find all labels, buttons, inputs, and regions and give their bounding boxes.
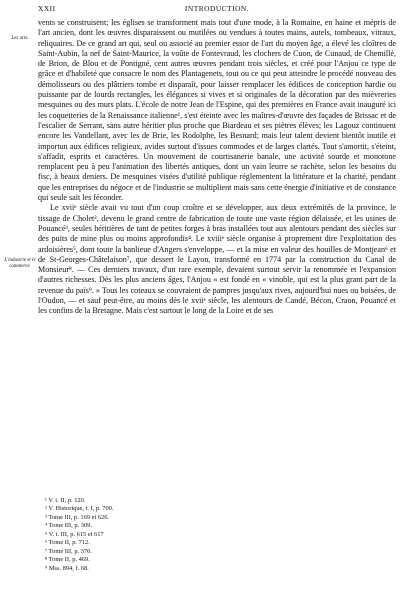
footnote: ⁸ Tome II, p. 469. — [45, 556, 90, 564]
page-header — [38, 4, 396, 18]
paragraph-arts: vents se construisent; les églises se transforment mais tout d'une mode, à la Romaine, en haine et mépris de l'art ancien, dont les œuvres disparaissent ou mutilées ou vendues à toutes mains, autels, tombeaux, vitraux, reliquaires. De ce grand art qui, seul ou associé au premier essor de l'art du moyen âge, a élevé les cloîtres de Saint-Aubin, la nef de Saint-Maurice, la voûte de Fontevraud, les clochers de Cuon, de Cunaud, de Chemillé, de Brion, de Blou et de Pontigné, cent autres œuvres pendant trois siècles, et créé pour l'Anjou ce type de grâce et d'habileté que consacre le nom des Plantagenets, tout ou ce qui peut atteindre le procédé nouveau des démolisseurs ou des plâtriers tombe et disparaît, pour laisser remplacer les édifices de conception hardie ou puissante par de lourds rectangles, les élégances si vives et si originales de la décoration par des mièvreries mesquines ou des murs plats. L'école de notre Jean de l'Espine, qui des premières en France avait inauguré ici les coquetteries de la Renaissance italienne¹, s'est éteinte avec les maîtres-d'œuvre des façades de Brissac et de l'escalier de Serrant, sans autre héritier plus proche que Biardeau et ses piètres élèves; les Lagouz continuent encore les Vandellant, avec les de Brie, les Rodolphe, les Besnard; mais leur talent devient bientôt inutile et importun aux édifices religieux, avides surtout d'issues commodes et de larges clartés. Tout s'amortit, s'éteint, s'affadit, esprits et caractères. Un mouvement de courtisanerie banale, une activité sourde et monotone remplacent peu à peu l'animation des libertés antiques, dont un vain leurre se rachète, selon les besoins du fisc, à beaux deniers. De mesquines visées d'utilité publique réglementent la littérature et la charité, pendant que les entreprises du négoce et de l'industrie se multiplient mais sans cette énergie d'initiative et de constance qui seule sait les féconder. — [38, 18, 396, 203]
footnote: ⁴ Tome III, p. 309. — [45, 522, 92, 530]
footnote: ⁶ Tome II, p. 712. — [45, 539, 90, 547]
body-text — [38, 18, 396, 317]
footnote: ³ Tome III, p. 169 et 626. — [45, 513, 110, 521]
footnote: ² V. Historique, t. I, p. 700. — [45, 505, 114, 513]
footnote: ⁹ Mss. 894, f. 68. — [45, 564, 89, 572]
footnote: ⁵ V. t. III, p. 615 et 617 — [45, 530, 104, 538]
footnotes — [45, 497, 245, 573]
footnote: ⁷ Tome III, p. 370. — [45, 547, 92, 555]
page-number: XXII — [38, 4, 56, 13]
footnote: ¹ V. t. II, p. 120. — [45, 497, 86, 504]
margin-note-industrie: L'industrie et le commerce. — [4, 258, 36, 269]
margin-note-arts: Les arts. — [11, 36, 29, 41]
paragraph-industrie: Le xviiᵉ siècle avait vu tout d'un coup croître et se développer, aux deux extrémités de la province, le tissage de Cholet², devenu le grand centre de fabrication de toute une vaste région délaissée, et les usines de Pouancé³, seules héritières de tant de petites forges à bras installées tout aux alentours pendant des siècles sur des puits de mine plus ou moins approfondis⁴. Le xviiiᵉ siècle organise à proprement dire l'exploitation des ardoisières⁵, dont toute la banlieue d'Angers s'enveloppe, — et la mise en valeur des houilles de Montjean⁶ et de St-Georges-Châtelaison⁷, que dessert le Layon, transformé en 1774 par la construction du Canal de Monsieur⁸. — Ces derniers travaux, d'un rare exemple, devaient surtout servir la renommée et l'expansion d'autres richesses. Dès les plus anciens âges, l'Anjou « est fondé en « vinoble, qui est la plus grant part de la revenue du païs⁹. » Tous les coteaux se couvraient de pampres jusqu'aux rives, aujourd'hui nues ou boisées, de l'Oudon, — et sauf peut-être, au moins dès le xviiᵉ siècle, les alentours de Candé, Bécon, Craon, Pouancé et les confins de la Bretagne. Mais c'est surtout le long de la Loire et de ses — [38, 203, 396, 316]
running-title: INTRODUCTION. — [184, 4, 250, 13]
